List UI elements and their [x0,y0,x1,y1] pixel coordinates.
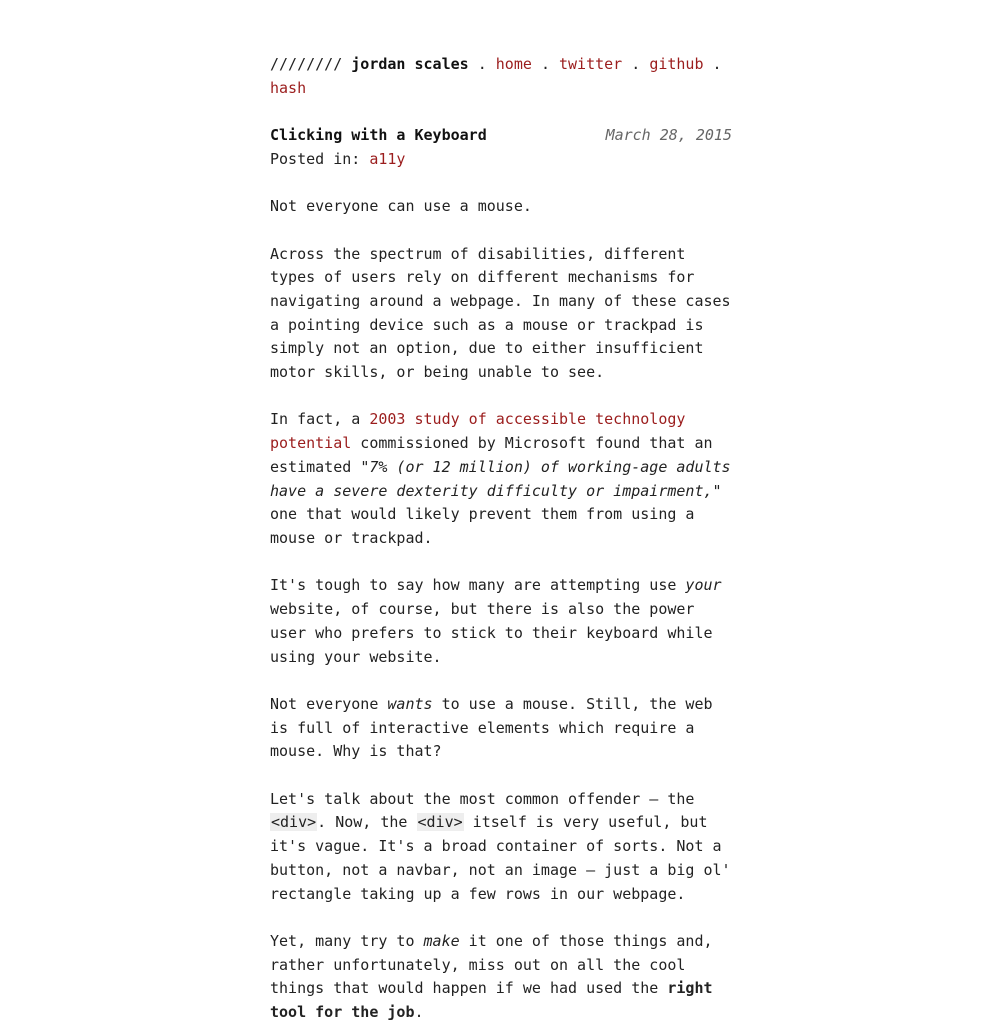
nav-slashes: //////// [270,55,343,73]
paragraph-6-text-a: Let's talk about the most common offender – the [270,789,695,808]
category-link-a11y[interactable]: a11y [369,149,406,168]
paragraph-7-text-a: Yet, many try to [270,931,424,950]
paragraph-3-text-a: In fact, a [270,410,370,429]
paragraph-3-text-b: commissioned by Microsoft found that an estimated [270,434,713,476]
nav-link-github[interactable]: github [649,55,704,73]
nav-separator: . [712,55,722,73]
paragraph-7-emphasis: make [423,931,460,950]
paragraph-5-text-b: to use a mouse. Still, the web is full of interactive elements which require a mouse. Why is that? [270,694,713,761]
post-category-line [270,148,732,172]
paragraph-3 [270,408,732,550]
paragraph-5 [270,693,732,764]
page-content [270,53,732,1025]
study-quote: "7% (or 12 million) of working-age adults have a severe dexterity difficulty or impairment," [270,457,731,500]
nav-link-twitter[interactable]: twitter [559,55,623,73]
post-title: Clicking with a Keyboard [270,126,487,145]
inline-code-div: <div> [271,813,317,832]
paragraph-5-text-a: Not everyone [270,694,388,713]
paragraph-4-text-a: It's tough to say how many are attempting use [270,576,686,595]
site-brand[interactable]: jordan scales [351,55,469,73]
paragraph-6-text-b: . Now, the [317,813,417,832]
post-title-row [270,124,732,148]
nav-link-hash[interactable]: hash [270,78,307,97]
site-nav [270,53,732,100]
paragraph-6 [270,788,732,907]
study-link[interactable]: 2003 study of accessible technology potential [270,410,686,453]
paragraph-4 [270,574,732,669]
paragraph-3-text-c: one that would likely prevent them from using a mouse or trackpad. [270,505,695,547]
paragraph-7 [270,930,732,1025]
nav-separator: . [477,55,487,73]
paragraph-4-text-b: website, of course, but there is also the power user who prefers to stick to their keyboard while using your website. [270,600,713,666]
post-date: March 28, 2015 [605,126,732,145]
nav-separator: . [540,55,550,73]
paragraph-2: Across the spectrum of disabilities, different types of users rely on different mechanisms for navigating around a webpage. In many of these cases a pointing device such as a mouse or trackpad is simply not an option, due to either insufficient motor skills, or being unable to see. [270,244,731,382]
posted-in-label: Posted in: [270,149,370,168]
paragraph-1: Not everyone can use a mouse. [270,197,532,216]
paragraph-6-text-c: itself is very useful, but it's vague. It's a broad container of sorts. Not a button, not a navbar, not an image – just a big ol' rectangle taking up a few rows in our webpage. [270,813,731,903]
inline-code-div: <div> [417,813,463,832]
paragraph-7-strong: right tool for the job [270,979,713,1021]
paragraph-4-emphasis: your [685,576,722,595]
nav-separator: . [631,55,641,73]
paragraph-7-text-b: it one of those things and, rather unfortunately, miss out on all the cool things that would happen if we had used the [270,931,713,998]
nav-link-home[interactable]: home [495,55,532,73]
paragraph-7-text-c: . [414,1003,424,1021]
paragraph-5-emphasis: wants [387,694,433,713]
post-header [270,124,732,171]
